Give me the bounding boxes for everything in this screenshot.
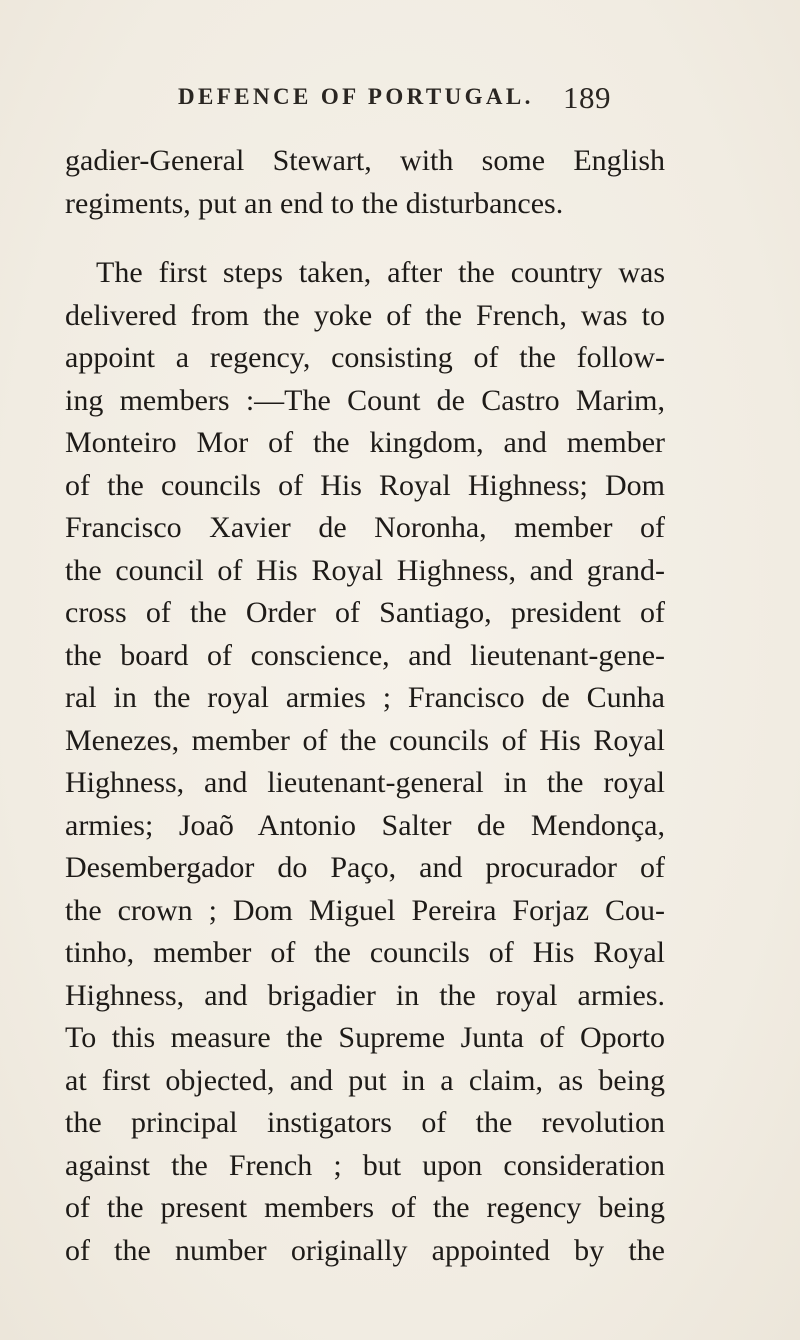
text-line: ral in the royal armies ; Francisco de Cunha <box>65 681 665 714</box>
page-number: 189 <box>563 80 611 115</box>
text-line: of the present members of the regency being <box>65 1191 665 1224</box>
text-line: To this measure the Supreme Junta of Oporto <box>65 1021 665 1054</box>
paragraph-gap <box>65 225 665 252</box>
text-line: appoint a regency, consisting of the follow- <box>65 341 665 374</box>
running-title: DEFENCE OF PORTUGAL. <box>178 84 534 109</box>
text-line: ing members :—The Count de Castro Marim, <box>65 383 665 417</box>
text-line: Desembergador do Paço, and procurador of <box>65 851 665 884</box>
text-line: against the French ; but upon consideration <box>65 1148 665 1182</box>
text-line: Francisco Xavier de Noronha, member of <box>65 511 665 544</box>
paragraph <box>65 252 665 1272</box>
text-line: regiments, put an end to the disturbances. <box>65 186 564 220</box>
text-line: gadier-General Stewart, with some English <box>65 144 665 177</box>
text-line: of the number originally appointed by the <box>65 1233 665 1267</box>
text-line: Menezes, member of the councils of His Royal <box>65 723 665 757</box>
text-line: armies; Joaõ Antonio Salter de Mendonça, <box>65 808 665 842</box>
text-line: at first objected, and put in a claim, as being <box>65 1063 665 1097</box>
text-line: Highness, and lieutenant-general in the royal <box>65 766 665 799</box>
text-line: Monteiro Mor of the kingdom, and member <box>65 426 665 459</box>
text-line: the crown ; Dom Miguel Pereira Forjaz Cou- <box>65 893 665 927</box>
text-line: The first steps taken, after the country was <box>96 256 665 289</box>
text-line: the council of His Royal Highness, and grand- <box>65 553 665 587</box>
text-line: the principal instigators of the revolution <box>65 1106 665 1139</box>
body-text <box>65 140 665 1272</box>
text-line: tinho, member of the councils of His Royal <box>65 936 665 969</box>
text-line: Highness, and brigadier in the royal armies. <box>65 978 665 1012</box>
paragraph <box>65 140 665 225</box>
text-line: the board of conscience, and lieutenant-gene- <box>65 638 665 672</box>
text-line: delivered from the yoke of the French, was to <box>65 298 665 332</box>
text-line: of the councils of His Royal Highness; Dom <box>65 468 665 502</box>
text-line: cross of the Order of Santiago, president of <box>65 596 665 629</box>
running-head <box>0 80 800 124</box>
